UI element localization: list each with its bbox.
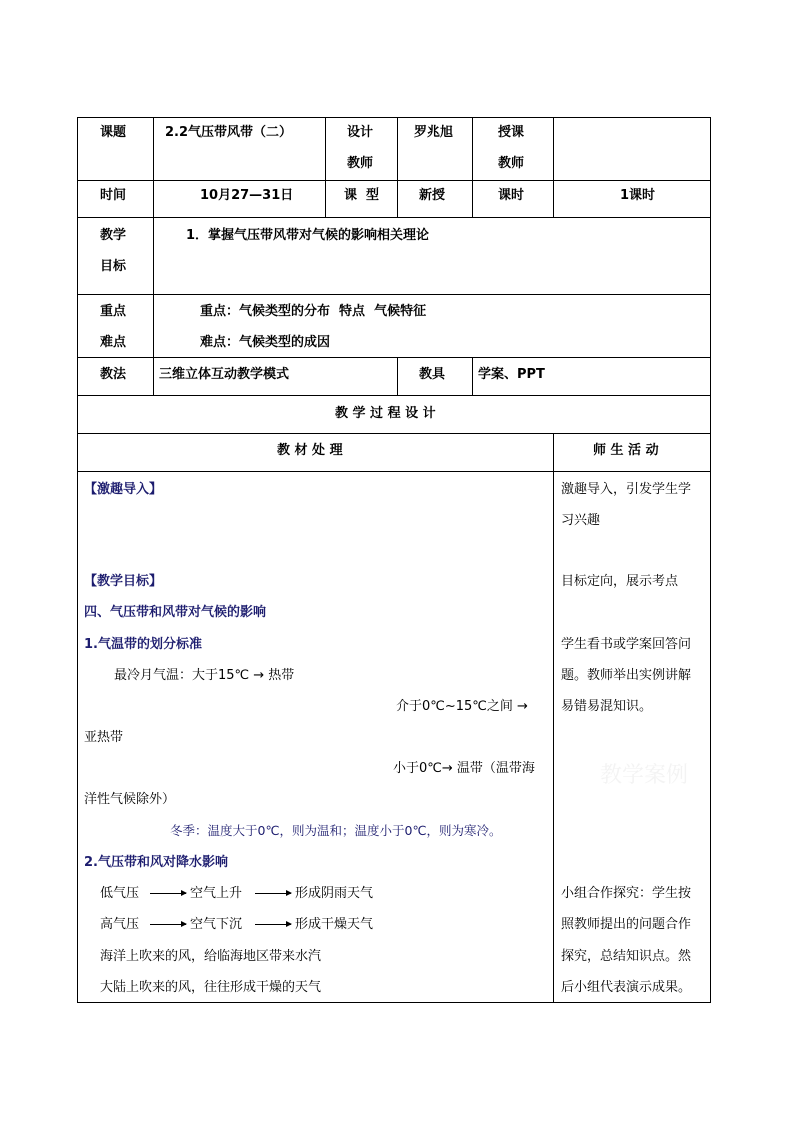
time-value: 10月27—31日 [200, 188, 294, 203]
arrow-icon [150, 893, 186, 894]
arrow-icon [255, 924, 291, 925]
col-divider [553, 433, 554, 1003]
activity-text: 后小组代表演示成果。 [561, 980, 692, 995]
col-divider [472, 117, 473, 218]
tools-label: 教具 [419, 367, 446, 382]
air-sinking: 空气下沉 [190, 917, 243, 932]
col-divider [397, 357, 398, 395]
keypoints-label: 难点 [100, 335, 127, 350]
activity-text: 目标定向，展示考点 [561, 574, 679, 589]
goals-label: 目标 [100, 259, 127, 274]
subsection-heading: 1.气温带的划分标准 [84, 637, 202, 652]
hours-value: 1课时 [620, 188, 656, 203]
content-line: 最冷月气温：大于15℃ → 热带 [114, 668, 295, 683]
rainy-weather: 形成阴雨天气 [295, 886, 374, 901]
row-divider [77, 217, 711, 218]
arrow-icon [150, 924, 186, 925]
section-objectives: 【教学目标】 [84, 574, 163, 589]
designer-label: 设计 [347, 125, 374, 140]
content-line: 冬季：温度大于0℃，则为温和；温度小于0℃，则为寒冷。 [170, 823, 502, 838]
activity-text: 题。教师举出实例讲解 [561, 668, 692, 683]
row-divider [77, 395, 711, 396]
row-divider [77, 433, 711, 434]
activity-text: 激趣导入，引发学生学 [561, 482, 692, 497]
tools-value: 学案、PPT [478, 367, 545, 382]
activity-text: 习兴趣 [561, 513, 601, 528]
keypoints-label: 重点 [100, 304, 127, 319]
row-divider [77, 294, 711, 295]
row-divider [77, 180, 711, 181]
activity-column-header: 师 生 活 动 [593, 443, 659, 458]
activity-text: 学生看书或学案回答问 [561, 637, 692, 652]
method-value: 三维立体互动教学模式 [159, 367, 290, 382]
land-wind-line: 大陆上吹来的风，往往形成干燥的天气 [100, 980, 322, 995]
content-line: 介于0℃~15℃之间 → [396, 699, 528, 714]
activity-text: 易错易混知识。 [561, 699, 653, 714]
content-line: 小于0℃→ 温带（温带海 [393, 761, 535, 776]
activity-text: 照教师提出的问题合作 [561, 917, 692, 932]
dry-weather: 形成干燥天气 [295, 917, 374, 932]
ocean-wind-line: 海洋上吹来的风，给临海地区带来水汽 [100, 949, 322, 964]
designer-label: 教师 [347, 156, 374, 171]
activity-text: 探究，总结知识点。然 [561, 949, 692, 964]
method-label: 教法 [100, 367, 127, 382]
hours-label: 课时 [498, 188, 525, 203]
row-divider [77, 357, 711, 358]
arrow-icon [255, 893, 291, 894]
col-divider [397, 117, 398, 218]
pressure-high: 高气压 [100, 917, 140, 932]
col-divider [153, 117, 154, 395]
content-line: 亚热带 [84, 730, 124, 745]
content-line: 洋性气候除外） [84, 792, 176, 807]
col-divider [325, 117, 326, 218]
material-column-header: 教 材 处 理 [277, 443, 343, 458]
goals-text: 1．掌握气压带风带对气候的影响相关理论 [186, 228, 430, 243]
designer-value: 罗兆旭 [414, 125, 454, 140]
difficult-point: 难点：气候类型的成因 [200, 335, 331, 350]
key-point: 重点：气候类型的分布 特点 气候特征 [200, 304, 427, 319]
process-title: 教 学 过 程 设 计 [335, 406, 436, 421]
col-divider [553, 117, 554, 218]
col-divider [472, 357, 473, 395]
goals-label: 教学 [100, 228, 127, 243]
type-label: 课 型 [344, 188, 380, 203]
pressure-low: 低气压 [100, 886, 140, 901]
section-intro: 【激趣导入】 [84, 482, 163, 497]
section-heading: 四、气压带和风带对气候的影响 [84, 605, 267, 620]
time-label: 时间 [100, 188, 127, 203]
air-rising: 空气上升 [190, 886, 243, 901]
course-value: 2.2气压带风带（二） [165, 125, 293, 140]
teacher-label: 授课 [498, 125, 525, 140]
subsection-heading: 2.气压带和风对降水影响 [84, 855, 228, 870]
activity-text: 小组合作探究：学生按 [561, 886, 692, 901]
course-label: 课题 [100, 125, 127, 140]
type-value: 新授 [419, 188, 446, 203]
watermark: 教学案例 [600, 763, 689, 788]
row-divider [77, 471, 711, 472]
teacher-label: 教师 [498, 156, 525, 171]
